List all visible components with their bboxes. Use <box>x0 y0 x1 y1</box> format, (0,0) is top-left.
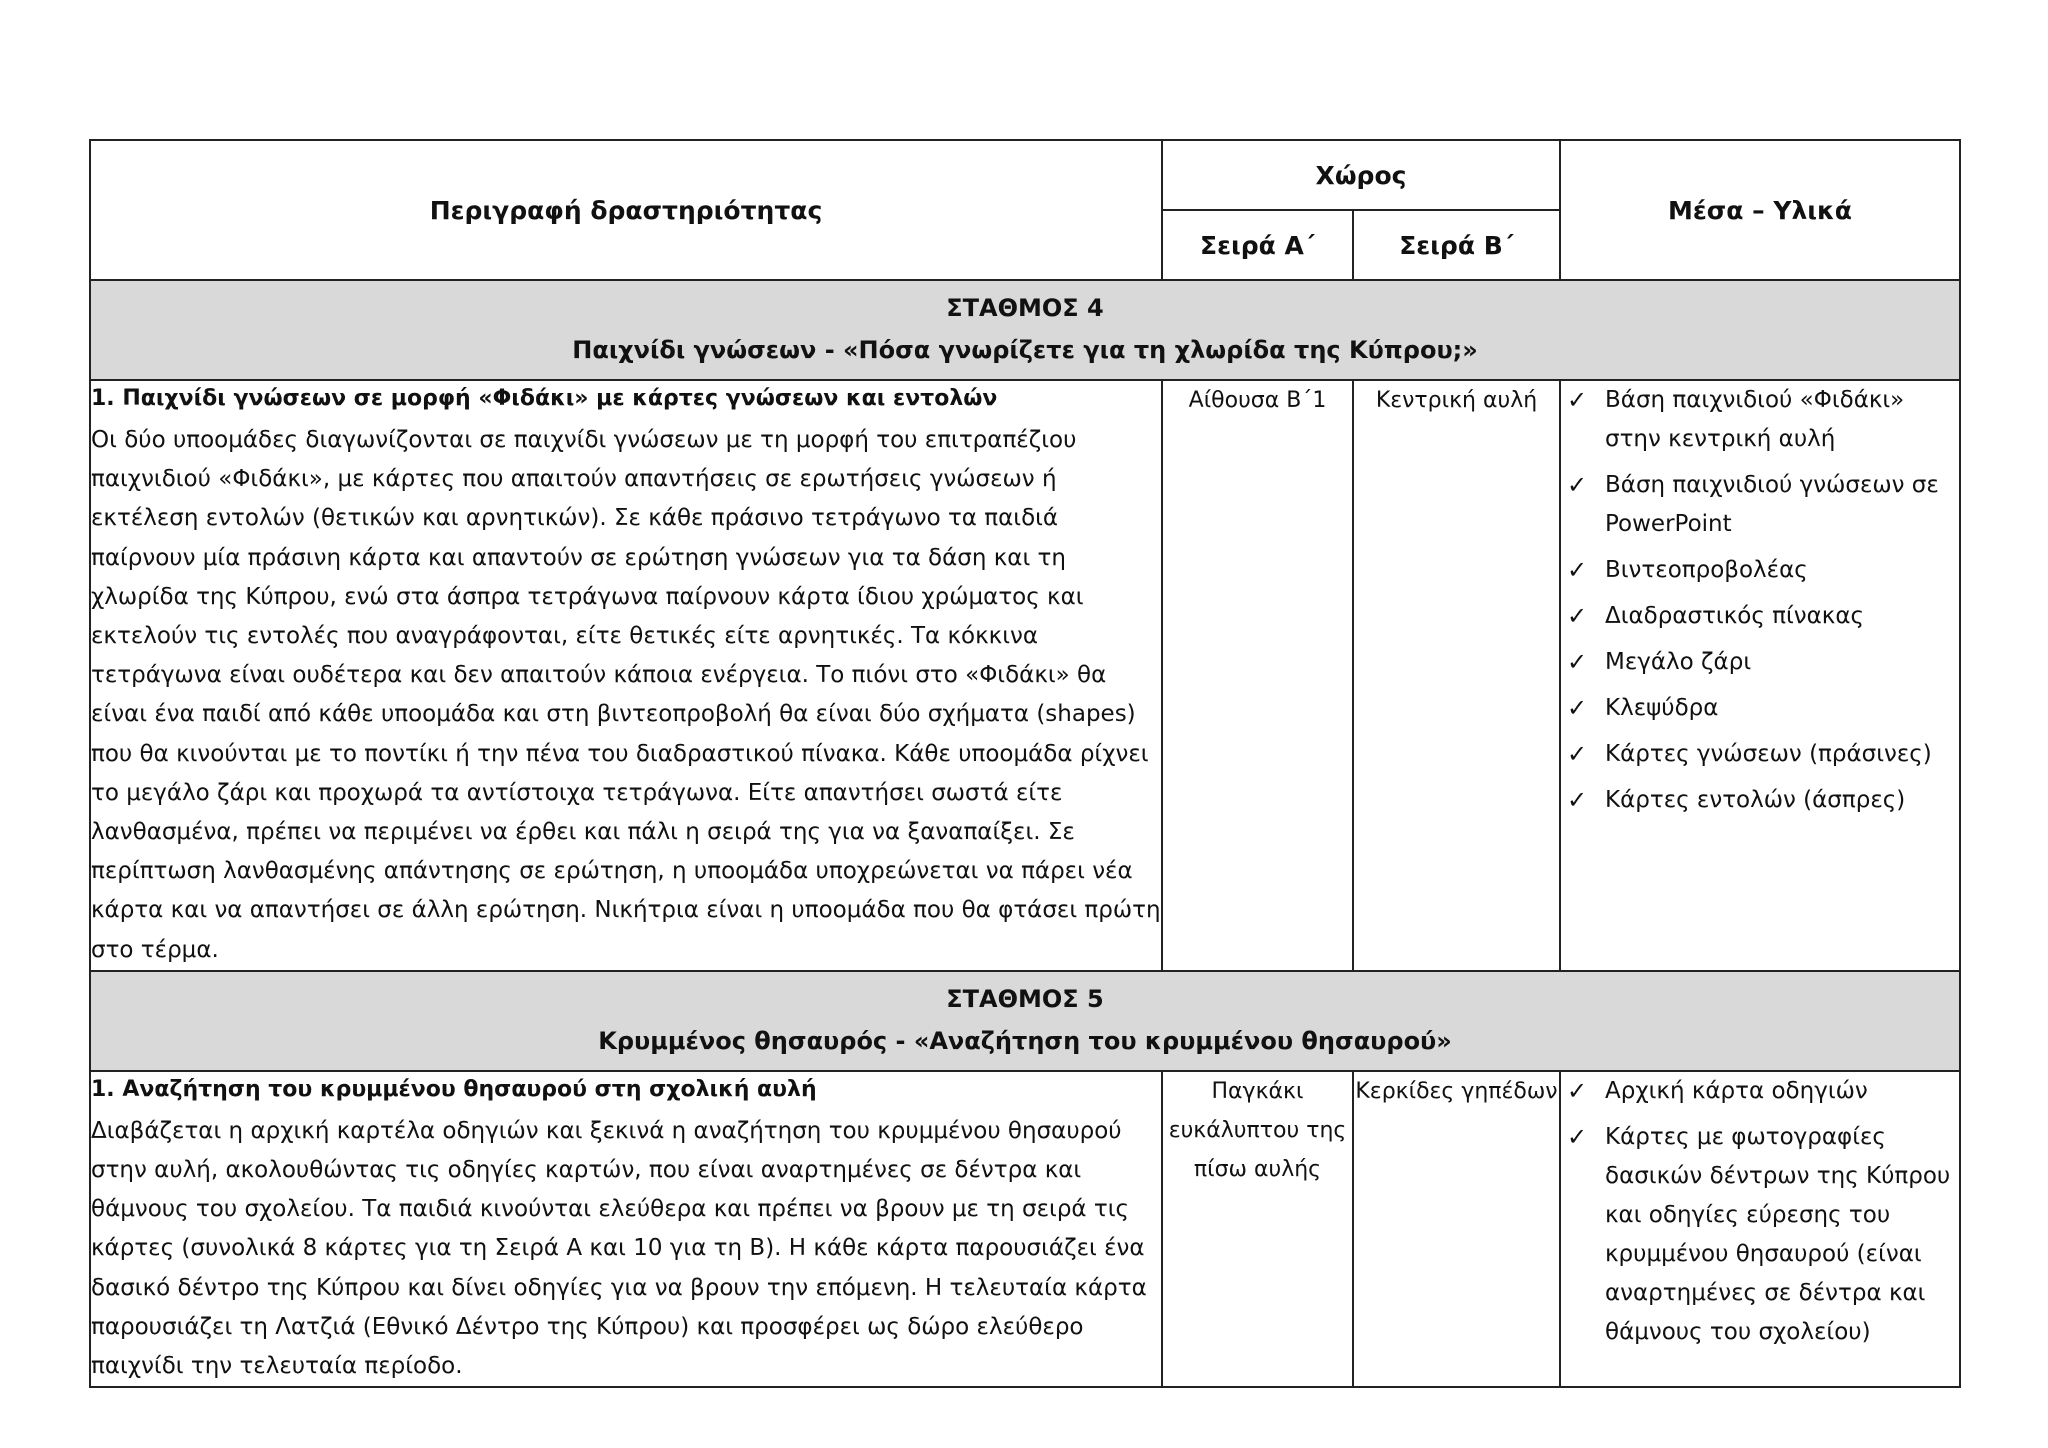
activity-text: Διαβάζεται η αρχική καρτέλα οδηγιών και ξεκινά η αναζήτηση του κρυμμένου θησαυρού στην αυλή, ακολουθώντας τις οδηγίες καρτών, που είναι αναρτημένες σε δέντρα και θάμνους του σχολείου. Τα παιδιά κινούνται ελεύθερα και πρέπει να βρουν με τη σειρά τις κάρτες (συνολικά 8 κάρτες για τη Σειρά Α και 10 για τη Β). Η κάθε κάρτα παρουσιάζει ένα δασικό δέντρο της Κύπρου και δίνει οδηγίες για να βρουν την επόμενη. Η τελευταία κάρτα παρουσιάζει τη Λατζιά (Εθνικό Δέντρο της Κύπρου) και προσφέρει ως δώρο ελεύθερο παιχνίδι την τελευταία περίοδο. <box>91 1117 1147 1380</box>
material-item: ✓ Αρχική κάρτα οδηγιών <box>1561 1072 1959 1111</box>
material-item: ✓ Κάρτες εντολών (άσπρες) <box>1561 781 1959 820</box>
header-series-a: Σειρά Α΄ <box>1162 210 1353 280</box>
activities-table <box>89 139 1961 1388</box>
material-item: ✓ Μεγάλο ζάρι <box>1561 643 1959 682</box>
check-icon: ✓ <box>1567 471 1588 499</box>
material-item: ✓ Κάρτες με φωτογραφίες δασικών δέντρων της Κύπρου και οδηγίες εύρεσης του κρυμμένου θησαυρού (είναι αναρτημένες σε δέντρα και θάμνους του σχολείου) <box>1561 1118 1959 1352</box>
check-icon: ✓ <box>1567 740 1588 768</box>
place-series-b: Κερκίδες γηπέδων <box>1353 1071 1560 1387</box>
material-item: ✓ Κάρτες γνώσεων (πράσινες) <box>1561 735 1959 774</box>
header-materials: Μέσα – Υλικά <box>1560 140 1960 280</box>
activity-title: 1. Αναζήτηση του κρυμμένου θησαυρού στη σχολική αυλή <box>91 1076 817 1102</box>
check-icon: ✓ <box>1567 1122 1588 1151</box>
material-item: ✓ Βάση παιχνιδιού «Φιδάκι» στην κεντρική αυλή <box>1561 381 1959 459</box>
station-header <box>90 280 1960 380</box>
check-icon: ✓ <box>1567 556 1588 584</box>
activity-row <box>90 380 1960 971</box>
station-subtitle: Παιχνίδι γνώσεων - «Πόσα γνωρίζετε για τη χλωρίδα της Κύπρου;» <box>572 336 1478 364</box>
station-header-row <box>90 971 1960 1071</box>
place-series-a: Αίθουσα Β΄1 <box>1162 380 1353 971</box>
material-item: ✓ Βιντεοπροβολέας <box>1561 551 1959 590</box>
activity-title: 1. Παιχνίδι γνώσεων σε μορφή «Φιδάκι» με κάρτες γνώσεων και εντολών <box>91 386 998 411</box>
materials-list <box>1561 381 1959 820</box>
station-number: ΣΤΑΘΜΟΣ 5 <box>946 984 1104 1013</box>
station-header-row <box>90 280 1960 380</box>
activity-description <box>90 1071 1162 1387</box>
material-item: ✓ Κλεψύδρα <box>1561 689 1959 728</box>
activity-text: Οι δύο υποομάδες διαγωνίζονται σε παιχνίδι γνώσεων με τη μορφή του επιτραπέζιου παιχνιδιού «Φιδάκι», με κάρτες που απαιτούν απαντήσεις σε ερωτήσεις γνώσεων ή εκτέλεση εντολών (θετικών και αρνητικών). Σε κάθε πράσινο τετράγωνο τα παιδιά παίρνουν μία πράσινη κάρτα και απαντούν σε ερώτηση γνώσεων για τα δάση και τη χλωρίδα της Κύπρου, ενώ στα άσπρα τετράγωνα παίρνουν κάρτα ίδιου χρώματος και εκτελούν τις εντολές που αναγράφονται, είτε θετικές είτε αρνητικές. Τα κόκκινα τετράγωνα είναι ουδέτερα και δεν απαιτούν κάποια ενέργεια. Το πιόνι στο «Φιδάκι» θα είναι ένα παιδί από κάθε υποομάδα και στη βιντεοπροβολή θα είναι δύο σχήματα (shapes) που θα κινούνται με το ποντίκι ή την πένα του διαδραστικού πίνακα. Κάθε υποομάδα ρίχνει το μεγάλο ζάρι και προχωρά τα αντίστοιχα τετράγωνα. Είτε απαντήσει σωστά είτε λανθασμένα, πρέπει να περιμένει να έρθει και πάλι η σειρά της για να ξαναπαίξει. Σε περίπτωση λανθασμένης απάντησης σε ερώτηση, η υποομάδα υποχρεώνεται να πάρει νέα κάρτα και να απαντήσει σε άλλη ερώτηση. Νικήτρια είναι η υποομάδα που θα φτάσει πρώτη στο τέρμα. <box>91 427 1161 963</box>
station-number: ΣΤΑΘΜΟΣ 4 <box>946 294 1104 322</box>
materials-list <box>1561 1072 1959 1352</box>
header-space: Χώρος <box>1162 140 1560 210</box>
check-icon: ✓ <box>1567 386 1588 414</box>
check-icon: ✓ <box>1567 1076 1588 1105</box>
material-item: ✓ Βάση παιχνιδιού γνώσεων σε PowerPoint <box>1561 466 1959 544</box>
material-item: ✓ Διαδραστικός πίνακας <box>1561 597 1959 636</box>
header-description: Περιγραφή δραστηριότητας <box>90 140 1162 280</box>
station-subtitle: Κρυμμένος θησαυρός - «Αναζήτηση του κρυμμένου θησαυρού» <box>598 1026 1452 1055</box>
station-header <box>90 971 1960 1071</box>
place-series-b: Κεντρική αυλή <box>1353 380 1560 971</box>
header-series-b: Σειρά Β΄ <box>1353 210 1560 280</box>
activity-description <box>90 380 1162 971</box>
check-icon: ✓ <box>1567 648 1588 676</box>
materials-cell <box>1560 1071 1960 1387</box>
place-series-a: Παγκάκι ευκάλυπτου της πίσω αυλής <box>1162 1071 1353 1387</box>
check-icon: ✓ <box>1567 786 1588 814</box>
check-icon: ✓ <box>1567 694 1588 722</box>
check-icon: ✓ <box>1567 602 1588 630</box>
materials-cell <box>1560 380 1960 971</box>
activity-row <box>90 1071 1960 1387</box>
header-row <box>90 140 1960 210</box>
